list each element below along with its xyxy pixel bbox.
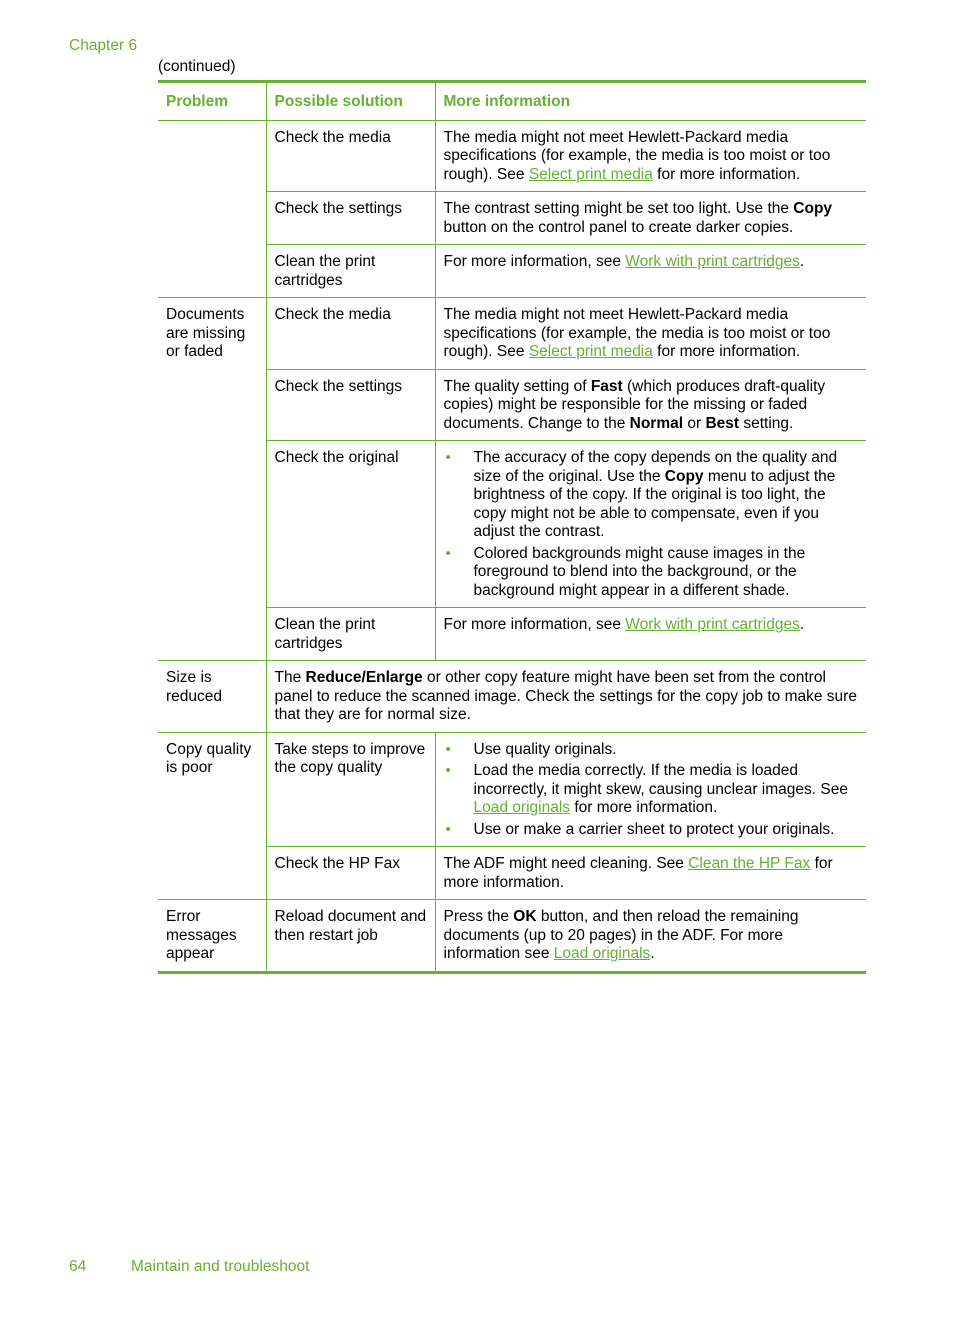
solution-cell: Clean the print cartridges [266,608,435,661]
bullet-icon: • [445,762,451,779]
table-row [158,298,866,370]
footer-section-title: Maintain and troubleshoot [131,1258,310,1275]
solution-cell: Check the settings [266,192,435,245]
problem-cell: Size is reduced [158,661,266,733]
table-row [158,900,866,973]
list-item: • The accuracy of the copy depends on the quality and size of the original. Use the Copy menu to adjust the brightness of the copy. If the original is too light, the copy might not be able to compensate, even if you adjust the contrast. [445,449,838,540]
bullet-list [444,449,859,600]
troubleshooting-table [158,80,866,974]
solution-cell: Reload document and then restart job [266,900,435,973]
page-number: 64 [69,1258,87,1275]
bullet-icon: • [445,820,451,838]
table-row [158,661,866,733]
solution-cell: Take steps to improve the copy quality [266,732,435,847]
header-problem: Problem [158,82,266,121]
info-cell: The ADF might need cleaning. See Clean the HP Fax for more information. [435,847,866,900]
problem-cell-empty [158,120,266,298]
problem-cell: Documents are missing or faded [158,298,266,661]
info-cell [435,441,866,608]
bullet-list [444,741,859,840]
header-more-information: More information [435,82,866,121]
bullet-icon: • [445,740,451,758]
continued-label: (continued) [158,58,236,75]
link-load-originals[interactable]: Load originals [553,945,651,962]
header-possible-solution: Possible solution [266,82,435,121]
info-cell: The quality setting of Fast (which produces draft-quality copies) might be responsible for the missing or faded documents. Change to the Normal or Best setting. [435,369,866,441]
list-item: • Use quality originals. [445,740,617,758]
link-load-originals[interactable]: Load originals [473,799,571,816]
list-item: • Load the media correctly. If the media is loaded incorrectly, it might skew, causing unclear images. See Load originals for more information. [445,762,848,816]
table-row [158,732,866,847]
list-item: • Use or make a carrier sheet to protect your originals. [445,820,835,838]
link-select-print-media[interactable]: Select print media [528,343,653,360]
info-cell: For more information, see Work with print cartridges. [435,245,866,298]
info-cell: The Reduce/Enlarge or other copy feature might have been set from the control panel to reduce the scanned image. Check the settings for the copy job to make sure that they are for normal size. [266,661,866,733]
chapter-label: Chapter 6 [69,37,138,54]
solution-cell: Check the settings [266,369,435,441]
info-cell: The media might not meet Hewlett-Packard media specifications (for example, the media is too moist or too rough). See Select print media for more information. [435,120,866,192]
solution-cell: Check the media [266,120,435,192]
info-cell: Press the OK button, and then reload the remaining documents (up to 20 pages) in the ADF. For more information see Load originals. [435,900,866,973]
solution-cell: Check the original [266,441,435,608]
table-header-row [158,82,866,121]
info-cell: The contrast setting might be set too light. Use the Copy button on the control panel to create darker copies. [435,192,866,245]
solution-cell: Check the media [266,298,435,370]
info-cell: For more information, see Work with print cartridges. [435,608,866,661]
solution-cell: Clean the print cartridges [266,245,435,298]
info-cell [435,732,866,847]
bullet-icon: • [445,449,451,466]
link-clean-the-hp-fax[interactable]: Clean the HP Fax [688,855,811,872]
bullet-icon: • [445,544,451,562]
problem-cell: Copy quality is poor [158,732,266,900]
link-select-print-media[interactable]: Select print media [528,165,653,183]
table-row [158,120,866,192]
problem-cell: Error messages appear [158,900,266,973]
link-work-with-print-cartridges[interactable]: Work with print cartridges [625,253,800,270]
link-work-with-print-cartridges[interactable]: Work with print cartridges [625,616,800,633]
info-cell: The media might not meet Hewlett-Packard media specifications (for example, the media is too moist or too rough). See Select print media for more information. [435,298,866,370]
solution-cell: Check the HP Fax [266,847,435,900]
list-item: • Colored backgrounds might cause images in the foreground to blend into the background, or the background might appear in a different shade. [445,544,806,599]
